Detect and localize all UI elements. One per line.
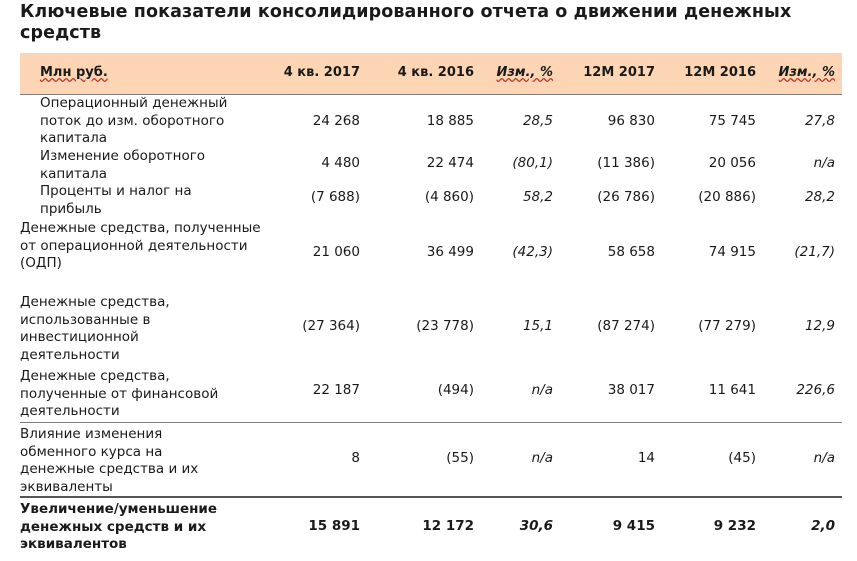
total-row — [20, 501, 842, 556]
cell-value: 12 172 — [422, 518, 474, 534]
cell-value: 96 830 — [607, 113, 655, 129]
cell-value: 28,5 — [522, 113, 553, 129]
cell-value: n/a — [813, 450, 835, 466]
header-12m-2016: 12М 2016 — [684, 65, 756, 80]
row-label: Денежные средства, полученные от финансовой деятельности — [20, 368, 219, 419]
table-row — [20, 426, 842, 496]
cell-value: (45) — [728, 450, 756, 466]
header-unit: Млн руб. — [40, 65, 108, 80]
cell-value: 12,9 — [804, 318, 835, 334]
cell-value: 2,0 — [811, 518, 835, 534]
row-label: Изменение оборотного капитала — [40, 148, 206, 182]
cell-value: 58,2 — [522, 189, 553, 205]
row-label: Операционный денежный поток до изм. оборотного капитала — [40, 95, 228, 146]
cell-value: (55) — [446, 450, 474, 466]
table-row — [20, 183, 842, 219]
cell-value: 9 232 — [713, 518, 756, 534]
cell-value: 9 415 — [612, 518, 655, 534]
table-row — [20, 95, 842, 148]
cell-value: (26 786) — [597, 189, 655, 205]
cell-value: 226,6 — [796, 382, 835, 398]
table-row — [20, 148, 842, 184]
cell-value: 14 — [637, 450, 655, 466]
cell-value: 74 915 — [708, 244, 756, 260]
cell-value: 8 — [351, 450, 360, 466]
table-header — [20, 53, 842, 95]
cell-value: 15,1 — [522, 318, 553, 334]
cell-value: 22 474 — [426, 155, 474, 171]
cell-value: (21,7) — [794, 244, 835, 260]
header-q4-2016: 4 кв. 2016 — [397, 65, 474, 80]
cell-value: 15 891 — [308, 518, 360, 534]
cell-value: (4 860) — [424, 189, 474, 205]
cell-value: (494) — [437, 382, 474, 398]
cell-value: 30,6 — [519, 518, 553, 534]
cell-value: 21 060 — [312, 244, 360, 260]
total-divider — [20, 496, 842, 498]
cell-value: n/a — [531, 382, 553, 398]
cell-value: 58 658 — [607, 244, 655, 260]
cell-value: (7 688) — [310, 189, 360, 205]
cell-value: 36 499 — [426, 244, 474, 260]
cell-value: 75 745 — [708, 113, 756, 129]
table-row — [20, 368, 842, 421]
cell-value: (20 886) — [698, 189, 756, 205]
row-label: Проценты и налог на прибыль — [40, 183, 192, 217]
cell-value: (77 279) — [698, 318, 756, 334]
row-label: Увеличение/уменьшение денежных средств и их эквивалентов — [20, 501, 218, 552]
cell-value: 20 056 — [708, 155, 756, 171]
header-change-12m: Изм., % — [778, 65, 835, 80]
cell-value: (11 386) — [597, 155, 655, 171]
table-row — [20, 294, 842, 366]
header-12m-2017: 12М 2017 — [583, 65, 655, 80]
header-q4-2017: 4 кв. 2017 — [283, 65, 360, 80]
cell-value: (23 778) — [416, 318, 474, 334]
cell-value: (80,1) — [512, 155, 553, 171]
table-row — [20, 220, 842, 292]
cell-value: 27,8 — [804, 113, 835, 129]
cell-value: 38 017 — [607, 382, 655, 398]
row-divider — [20, 422, 842, 423]
cell-value: 11 641 — [708, 382, 756, 398]
cell-value: 28,2 — [804, 189, 835, 205]
cell-value: 22 187 — [312, 382, 360, 398]
cell-value: n/a — [531, 450, 553, 466]
cell-value: 4 480 — [321, 155, 360, 171]
page-title: Ключевые показатели консолидированного отчета о движении денежных средств — [20, 2, 792, 43]
cell-value: (42,3) — [512, 244, 553, 260]
header-change-q: Изм., % — [496, 65, 553, 80]
row-label: Влияние изменения обменного курса на денежные средства и их эквиваленты — [20, 426, 199, 495]
cell-value: n/a — [813, 155, 835, 171]
cell-value: 18 885 — [426, 113, 474, 129]
cell-value: 24 268 — [312, 113, 360, 129]
row-label: Денежные средства, полученные от операционной деятельности (ОДП) — [20, 220, 261, 271]
row-label: Денежные средства, использованные в инвестиционной деятельности — [20, 294, 170, 363]
cell-value: (27 364) — [302, 318, 360, 334]
cell-value: (87 274) — [597, 318, 655, 334]
